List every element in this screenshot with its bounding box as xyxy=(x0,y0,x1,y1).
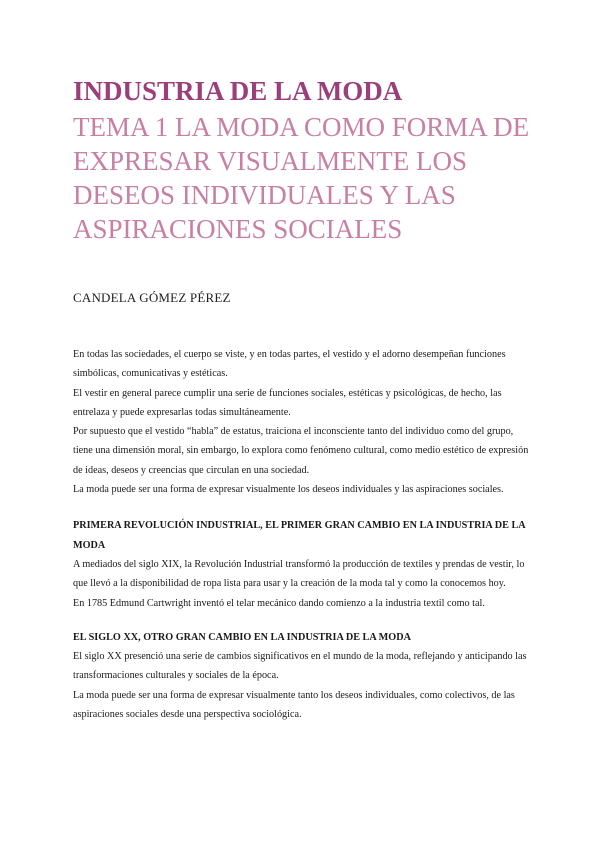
author-name: CANDELA GÓMEZ PÉREZ xyxy=(73,290,231,305)
document-title: INDUSTRIA DE LA MODA xyxy=(73,76,403,106)
section-paragraph: El siglo XX presenció una serie de cambios significativos en el mundo de la moda, reflejando y anticipando las transformaciones culturales y sociales de la época. xyxy=(73,651,527,682)
section-paragraph: En 1785 Edmund Cartwright inventó el telar mecánico dando comienzo a la industria textil como tal. xyxy=(73,597,485,609)
section-paragraph: La moda puede ser una forma de expresar visualmente tanto los deseos individuales, como colectivos, de las aspiraciones sociales desde una perspectiva sociológica. xyxy=(73,689,515,721)
section-heading: EL SIGLO XX, OTRO GRAN CAMBIO EN LA INDUSTRIA DE LA MODA xyxy=(73,631,411,643)
intro-paragraph: En todas las sociedades, el cuerpo se viste, y en todas partes, el vestido y el adorno desempeñan funciones simbólicas, comunicativas y estéticas. xyxy=(73,349,506,380)
section-paragraph: A mediados del siglo XIX, la Revolución Industrial transformó la producción de textiles y prendas de vestir, lo que llevó a la disponibilidad de ropa lista para usar y la creación de la moda tal y como la conocemos hoy. xyxy=(73,558,525,590)
intro-paragraph: La moda puede ser una forma de expresar visualmente los deseos individuales y las aspiraciones sociales. xyxy=(73,484,504,496)
intro-paragraph: El vestir en general parece cumplir una serie de funciones sociales, estéticas y psicológicas, de hecho, las entrelaza y puede expresarlas todas simultáneamente. xyxy=(73,387,502,418)
section-heading: PRIMERA REVOLUCIÓN INDUSTRIAL, EL PRIMER GRAN CAMBIO EN LA INDUSTRIA DE LA MODA xyxy=(73,520,526,551)
document-subtitle: TEMA 1 LA MODA COMO FORMA DE EXPRESAR VISUALMENTE LOS DESEOS INDIVIDUALES Y LAS ASPIRACIONES SOCIALES xyxy=(73,112,530,244)
title-block xyxy=(73,74,553,246)
intro-paragraph: Por supuesto que el vestido “habla” de estatus, traiciona el inconsciente tanto del individuo como del grupo, tiene una dimensión moral, sin embargo, lo explora como fenómeno cultural, como medio estético de expresión de ideas, deseos y creencias que circulan en una sociedad. xyxy=(73,426,529,476)
document-body xyxy=(73,345,533,724)
